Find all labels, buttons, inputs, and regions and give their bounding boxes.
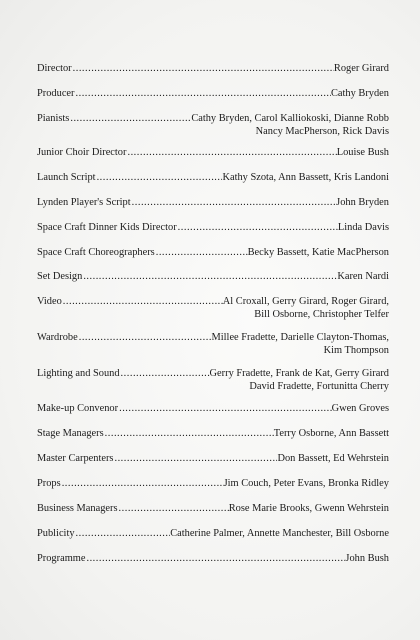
credit-role: Pianists xyxy=(37,113,70,124)
credit-names-continued: Nancy MacPherson, Rick Davis xyxy=(255,126,389,137)
credit-names: Jim Couch, Peter Evans, Bronka Ridley xyxy=(223,478,389,489)
credit-names: Cathy Bryden xyxy=(330,88,389,99)
credit-names-continued: Bill Osborne, Christopher Telfer xyxy=(254,309,389,320)
dot-leader xyxy=(131,196,337,209)
credit-names: Millee Fradette, Darielle Clayton-Thomas, xyxy=(211,332,389,343)
credit-role: Programme xyxy=(37,553,86,564)
credit-names: Roger Girard xyxy=(333,63,389,74)
credit-role: Director xyxy=(37,63,72,74)
dot-leader xyxy=(75,87,331,100)
credit-names: Cathy Bryden, Carol Kalliokoski, Dianne Robb xyxy=(191,113,389,124)
dot-leader xyxy=(69,112,191,125)
credit-entry xyxy=(37,87,389,100)
credit-names-continued: David Fradette, Fortunitta Cherry xyxy=(249,381,389,392)
credit-entry xyxy=(37,295,389,321)
credit-names: John Bush xyxy=(345,553,389,564)
credit-names: John Bryden xyxy=(336,197,389,208)
dot-leader xyxy=(155,246,248,259)
credit-entry xyxy=(37,427,389,440)
credit-entry xyxy=(37,367,389,393)
credit-role: Publicity xyxy=(37,528,75,539)
credit-role: Lynden Player's Script xyxy=(37,197,131,208)
dot-leader xyxy=(85,552,345,565)
credit-names: Linda Davis xyxy=(337,222,389,233)
credit-role: Lighting and Sound xyxy=(37,368,120,379)
credit-role: Video xyxy=(37,296,62,307)
credit-role: Launch Script xyxy=(37,172,96,183)
dot-leader xyxy=(120,367,210,380)
credit-names: Don Bassett, Ed Wehrstein xyxy=(277,453,389,464)
dot-leader xyxy=(118,402,331,415)
dot-leader xyxy=(62,295,223,308)
credit-entry xyxy=(37,246,389,259)
credit-entry xyxy=(37,552,389,565)
credit-role: Junior Choir Director xyxy=(37,147,127,158)
credit-names: Becky Bassett, Katie MacPherson xyxy=(247,247,389,258)
credit-entry xyxy=(37,452,389,465)
credit-entry xyxy=(37,502,389,515)
dot-leader xyxy=(82,270,337,283)
dot-leader xyxy=(75,527,171,540)
credits-list xyxy=(37,62,389,565)
dot-leader xyxy=(104,427,274,440)
credit-names: Al Croxall, Gerry Girard, Roger Girard, xyxy=(222,296,389,307)
dot-leader xyxy=(126,146,336,159)
credit-entry xyxy=(37,270,389,283)
credit-entry xyxy=(37,402,389,415)
credit-entry xyxy=(37,146,389,159)
credit-names: Karen Nardi xyxy=(337,271,389,282)
credit-role: Producer xyxy=(37,88,75,99)
dot-leader xyxy=(78,331,212,344)
credit-role: Wardrobe xyxy=(37,332,78,343)
credit-names: Catherine Palmer, Annette Manchester, Bill Osborne xyxy=(170,528,389,539)
credit-entry xyxy=(37,477,389,490)
dot-leader xyxy=(177,221,338,234)
credit-entry xyxy=(37,62,389,75)
dot-leader xyxy=(113,452,277,465)
credit-names: Terry Osborne, Ann Bassett xyxy=(273,428,389,439)
dot-leader xyxy=(72,62,334,75)
credit-names: Rose Marie Brooks, Gwenn Wehrstein xyxy=(228,503,389,514)
credit-entry xyxy=(37,171,389,184)
credit-role: Business Managers xyxy=(37,503,118,514)
credit-entry xyxy=(37,331,389,357)
dot-leader xyxy=(96,171,223,184)
dot-leader xyxy=(118,502,229,515)
credit-role: Space Craft Dinner Kids Director xyxy=(37,222,177,233)
credit-names: Louise Bush xyxy=(336,147,389,158)
dot-leader xyxy=(61,477,224,490)
credit-names: Kathy Szota, Ann Bassett, Kris Landoni xyxy=(222,172,389,183)
credit-role: Props xyxy=(37,478,61,489)
credit-entry xyxy=(37,527,389,540)
credit-role: Master Carpenters xyxy=(37,453,114,464)
credit-role: Stage Managers xyxy=(37,428,104,439)
credit-entry xyxy=(37,196,389,209)
credit-names: Gwen Groves xyxy=(331,403,389,414)
credit-entry xyxy=(37,221,389,234)
credit-role: Space Craft Choreographers xyxy=(37,247,155,258)
credit-names-continued: Kim Thompson xyxy=(323,345,389,356)
credit-names: Gerry Fradette, Frank de Kat, Gerry Girard xyxy=(209,368,389,379)
credit-entry xyxy=(37,112,389,138)
credit-role: Set Design xyxy=(37,271,83,282)
credit-role: Make-up Convenor xyxy=(37,403,119,414)
